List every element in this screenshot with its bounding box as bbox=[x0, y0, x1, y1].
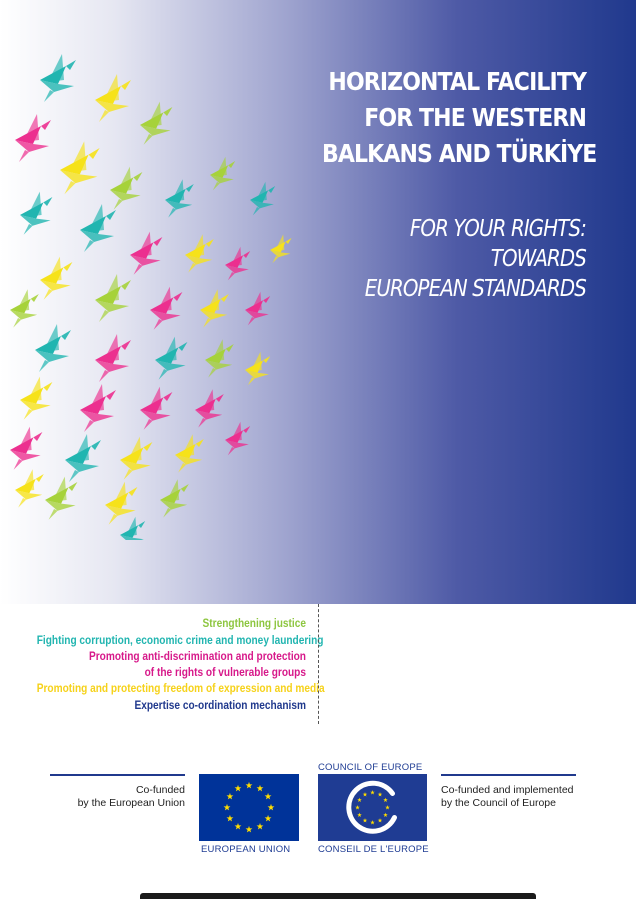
eu-star-icon bbox=[235, 823, 242, 830]
origami-bird-icon bbox=[120, 517, 145, 540]
eu-star-icon bbox=[265, 793, 272, 800]
eu-rule bbox=[50, 774, 185, 776]
origami-bird-icon bbox=[195, 389, 224, 427]
origami-bird-icon bbox=[60, 141, 100, 194]
origami-bird-icon bbox=[150, 287, 182, 330]
coe-cofunded-line-1: Co-funded and implemented bbox=[441, 784, 574, 796]
origami-bird-icon bbox=[225, 422, 250, 456]
funding-logos bbox=[0, 764, 636, 864]
eu-star-icon bbox=[227, 815, 234, 822]
topic-divider bbox=[318, 604, 319, 724]
origami-bird-icon bbox=[80, 204, 116, 252]
origami-bird-icon bbox=[95, 274, 131, 322]
origami-bird-icon bbox=[140, 387, 172, 430]
origami-bird-icon bbox=[110, 167, 142, 210]
cover-title bbox=[286, 64, 597, 172]
origami-bird-icon bbox=[20, 377, 52, 420]
subtitle-line-3: EUROPEAN STANDARDS bbox=[364, 276, 586, 302]
origami-bird-icon bbox=[165, 179, 194, 217]
origami-bird-icon bbox=[245, 352, 270, 386]
eu-star-icon bbox=[246, 826, 253, 833]
origami-bird-icon bbox=[80, 384, 116, 432]
subtitle-line-2: TOWARDS bbox=[490, 246, 586, 272]
origami-bird-icon bbox=[175, 434, 204, 472]
eu-stars-icon bbox=[199, 774, 299, 841]
eu-flag-logo bbox=[199, 774, 299, 841]
origami-bird-icon bbox=[105, 482, 137, 525]
origami-bird-icon bbox=[15, 114, 51, 162]
origami-bird-icon bbox=[40, 257, 72, 300]
title-line-1: HORIZONTAL FACILITY bbox=[328, 67, 586, 96]
eu-star-icon bbox=[257, 785, 264, 792]
cover-subtitle bbox=[286, 214, 586, 304]
eu-cofunded-line-1: Co-funded bbox=[135, 784, 185, 796]
origami-bird-icon bbox=[205, 339, 234, 377]
topic-anti-discrimination-line-2: of the rights of vulnerable groups bbox=[144, 666, 306, 679]
eu-star-icon bbox=[235, 785, 242, 792]
coe-caption-top: COUNCIL OF EUROPE bbox=[318, 762, 423, 773]
topic-expertise: Expertise co-ordination mechanism bbox=[134, 699, 306, 712]
eu-star-icon bbox=[265, 815, 272, 822]
coe-caption-bottom: CONSEIL DE L'EUROPE bbox=[318, 844, 429, 855]
eu-cofunded-line-2: by the European Union bbox=[77, 797, 185, 809]
subtitle-line-1: FOR YOUR RIGHTS: bbox=[409, 216, 586, 242]
origami-bird-icon bbox=[35, 324, 71, 372]
origami-bird-icon bbox=[245, 292, 270, 326]
topic-corruption: Fighting corruption, economic crime and money laundering bbox=[36, 634, 324, 647]
eu-star-icon bbox=[257, 823, 264, 830]
origami-bird-icon bbox=[210, 157, 235, 191]
origami-bird-icon bbox=[130, 232, 162, 275]
title-line-2: FOR THE WESTERN bbox=[364, 103, 586, 132]
origami-bird-icon bbox=[140, 102, 172, 145]
origami-bird-icon bbox=[225, 247, 250, 281]
eu-cofunded-text bbox=[50, 784, 185, 810]
title-line-3: BALKANS AND TÜRKİYE bbox=[322, 139, 597, 168]
origami-bird-icon bbox=[40, 54, 76, 102]
origami-bird-icon bbox=[160, 479, 189, 517]
coe-emblem-icon bbox=[318, 774, 427, 841]
coe-cofunded-text bbox=[441, 784, 601, 810]
eu-star-icon bbox=[227, 793, 234, 800]
topic-anti-discrimination-line-1: Promoting anti-discrimination and protection bbox=[88, 651, 306, 663]
origami-bird-icon bbox=[200, 289, 229, 327]
origami-bird-icon bbox=[95, 74, 131, 122]
origami-bird-icon bbox=[65, 434, 101, 482]
bottom-edge-bar bbox=[140, 893, 536, 899]
origami-bird-icon bbox=[10, 427, 42, 470]
eu-star-icon bbox=[268, 804, 275, 811]
eu-star-icon bbox=[224, 804, 231, 811]
origami-bird-icon bbox=[185, 234, 214, 272]
origami-bird-icon bbox=[20, 192, 52, 235]
eu-caption: EUROPEAN UNION bbox=[201, 844, 291, 855]
origami-bird-icon bbox=[120, 437, 152, 480]
origami-bird-icon bbox=[250, 182, 275, 216]
coe-flag-logo bbox=[318, 774, 427, 841]
origami-bird-icon bbox=[155, 337, 187, 380]
topic-justice: Strengthening justice bbox=[202, 618, 306, 630]
eu-star-icon bbox=[246, 782, 253, 789]
origami-bird-icon bbox=[10, 289, 39, 327]
origami-birds-illustration bbox=[0, 40, 320, 540]
origami-bird-icon bbox=[95, 334, 131, 382]
coe-cofunded-line-2: by the Council of Europe bbox=[441, 797, 556, 809]
topic-freedom-expression: Promoting and protecting freedom of expression and media bbox=[36, 683, 325, 695]
coe-rule bbox=[441, 774, 576, 776]
topic-list bbox=[0, 617, 325, 714]
origami-bird-icon bbox=[15, 469, 44, 507]
origami-bird-icon bbox=[45, 477, 77, 520]
